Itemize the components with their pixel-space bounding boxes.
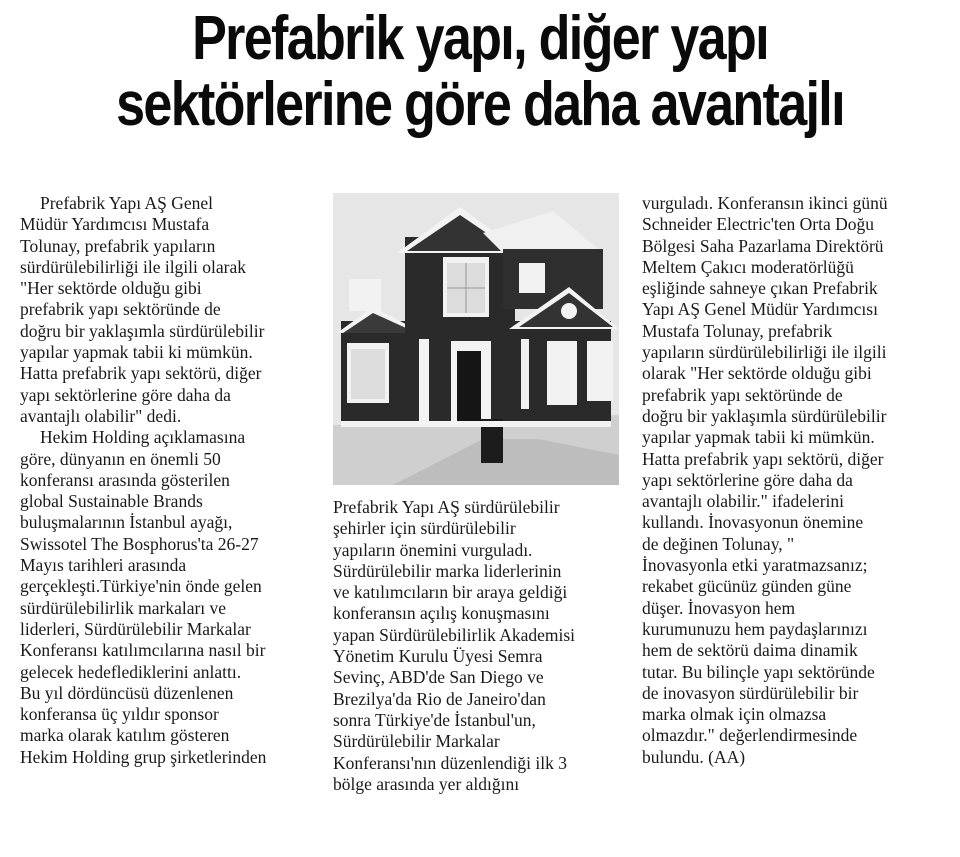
- body-line: Bölgesi Saha Pazarlama Direktörü: [642, 235, 884, 256]
- body-line: İnovasyonla etki yaratmazsanız;: [642, 555, 868, 576]
- body-line: Hatta prefabrik yapı sektörü, diğer: [642, 448, 884, 469]
- body-line: Bu yıl dördüncüsü düzenlenen: [20, 682, 234, 703]
- body-line: yapıların önemini vurguladı.: [333, 539, 533, 560]
- body-line: Müdür Yardımcısı Mustafa: [20, 214, 210, 235]
- body-line: kurumunuzu hem paydaşlarınızı: [642, 618, 868, 639]
- body-line: Yönetim Kurulu Üyesi Semra: [333, 646, 543, 667]
- headline-line-2: sektörlerine göre daha avantajlı: [116, 70, 844, 139]
- body-line: Mayıs tarihleri arasında: [20, 555, 187, 576]
- body-line: prefabrik yapı sektöründe de: [642, 384, 843, 405]
- body-line: Hatta prefabrik yapı sektörü, diğer: [20, 363, 262, 384]
- body-line: Konferansı'nın düzenlendiği ilk 3: [333, 752, 568, 773]
- body-line: Yapı AŞ Genel Müdür Yardımcısı: [642, 299, 878, 320]
- body-line: Brezilya'da Rio de Janeiro'dan: [333, 688, 546, 709]
- body-line: marka olarak katılım gösteren: [20, 725, 230, 746]
- body-line: hem de sektörü daima dinamik: [642, 640, 858, 661]
- body-line: avantajlı olabilir" dedi.: [20, 405, 182, 426]
- body-line: Mustafa Tolunay, prefabrik: [642, 320, 833, 341]
- body-line: yapan Sürdürülebilirlik Akademisi: [333, 624, 576, 645]
- body-line: konferansa üç yıldır sponsor: [20, 704, 219, 725]
- body-line: doğru bir yaklaşımla sürdürülebilir: [642, 405, 887, 426]
- body-line: Sürdürülebilir Markalar: [333, 731, 500, 752]
- body-line: Tolunay, prefabrik yapıların: [20, 235, 216, 256]
- headline-line-1: Prefabrik yapı, diğer yapı: [192, 4, 768, 73]
- body-line: Hekim Holding açıklamasına: [40, 427, 246, 448]
- body-line: liderleri, Sürdürülebilir Markalar: [20, 618, 251, 639]
- body-line: göre, dünyanın en önemli 50: [20, 448, 221, 469]
- body-line: Swissotel The Bosphorus'ta 26-27: [20, 533, 259, 554]
- column-3: [642, 193, 942, 768]
- body-line: Schneider Electric'ten Orta Doğu: [642, 214, 875, 235]
- body-line: Meltem Çakıcı moderatörlüğü: [642, 256, 854, 277]
- body-line: Hekim Holding grup şirketlerinden: [20, 746, 267, 767]
- body-line: sürdürülebilirlik markaları ve: [20, 597, 227, 618]
- body-line: de inovasyon sürdürülebilir bir: [642, 682, 859, 703]
- body-line: bulundu. (AA): [642, 746, 746, 767]
- body-line: olmazdır." değerlendirmesinde: [642, 725, 858, 746]
- body-line: Sürdürülebilir marka liderlerinin: [333, 560, 562, 581]
- house-illustration: [333, 193, 619, 485]
- body-line: yapılar yapmak tabii ki mümkün.: [642, 427, 875, 448]
- body-line: Prefabrik Yapı AŞ sürdürülebilir: [333, 497, 560, 517]
- body-line: yapılar yapmak tabii ki mümkün.: [20, 342, 253, 363]
- body-line: eşliğinde sahneye çıkan Prefabrik: [642, 278, 878, 299]
- body-line: Konferansı katılımcılarına nasıl bir: [20, 640, 266, 661]
- body-line: yapı sektörlerine göre daha da: [20, 384, 231, 405]
- body-line: konferansı arasında gösterilen: [20, 469, 230, 490]
- body-line: kullandı. İnovasyonun önemine: [642, 512, 864, 533]
- body-line: marka olmak için olmazsa: [642, 704, 827, 725]
- body-line: vurguladı. Konferansın ikinci günü: [642, 193, 888, 213]
- house-photo: [333, 193, 619, 485]
- body-line: konferansın açılış konuşmasını: [333, 603, 550, 624]
- body-line: tutar. Bu bilinçle yapı sektöründe: [642, 661, 875, 682]
- body-line: sonra Türkiye'de İstanbul'un,: [333, 709, 536, 730]
- body-line: gelecek hedeflediklerini anlattı.: [20, 661, 242, 682]
- column-1: [20, 193, 320, 768]
- body-line: prefabrik yapı sektöründe de: [20, 299, 221, 320]
- body-line: sürdürülebilirliği ile ilgili olarak: [20, 256, 246, 277]
- body-line: rekabet gücünüz günden güne: [642, 576, 852, 597]
- body-line: Prefabrik Yapı AŞ Genel: [40, 193, 214, 213]
- body-line: global Sustainable Brands: [20, 491, 203, 512]
- body-line: buluşmalarının İstanbul ayağı,: [20, 512, 233, 533]
- body-line: "Her sektörde olduğu gibi: [20, 278, 202, 299]
- body-line: avantajlı olabilir." ifadelerini: [642, 491, 845, 512]
- body-line: yapı sektörlerine göre daha da: [642, 469, 853, 490]
- body-line: şehirler için sürdürülebilir: [333, 518, 516, 539]
- body-line: olarak "Her sektörde olduğu gibi: [642, 363, 872, 384]
- body-line: doğru bir yaklaşımla sürdürülebilir: [20, 320, 265, 341]
- body-line: yapıların sürdürülebilirliği ile ilgili: [642, 342, 887, 363]
- column-2: [333, 497, 633, 795]
- body-line: Sevinç, ABD'de San Diego ve: [333, 667, 544, 688]
- body-line: gerçekleşti.Türkiye'nin önde gelen: [20, 576, 262, 597]
- body-line: ve katılımcıların bir araya geldiği: [333, 582, 568, 603]
- headline: [0, 6, 960, 138]
- body-line: de değinen Tolunay, ": [642, 533, 795, 554]
- body-line: düşer. İnovasyon hem: [642, 597, 796, 618]
- body-line: bölge arasında yer aldığını: [333, 773, 520, 794]
